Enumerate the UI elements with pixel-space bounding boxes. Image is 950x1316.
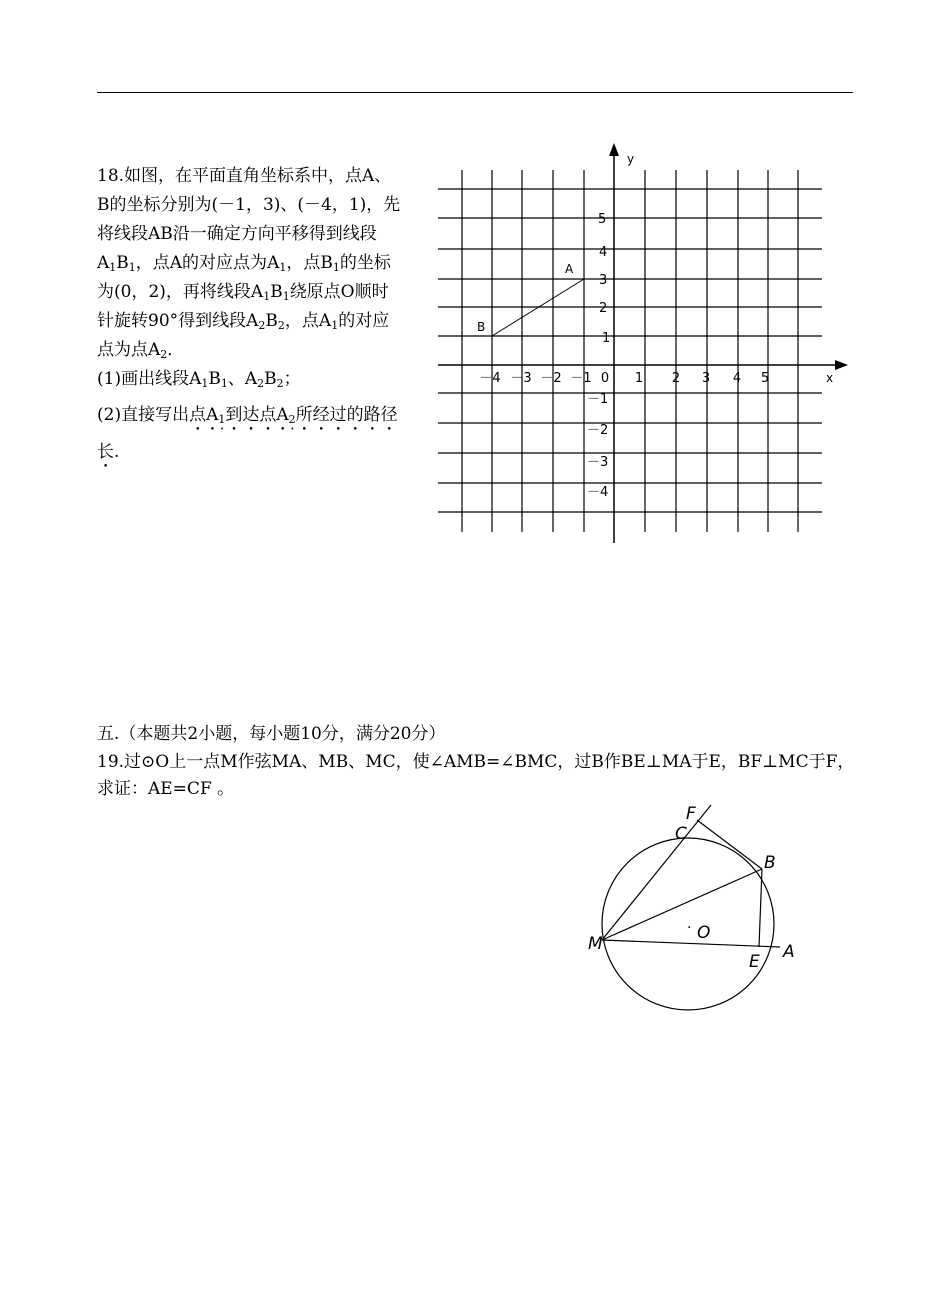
x-tick: 3 <box>701 371 711 386</box>
y-tick: －1 <box>587 392 609 407</box>
question-19: 19.过⊙O上一点M作弦MA、MB、MC，使∠AMB=∠BMC，过B作BE⊥MA于E，BF⊥MC于F，求证：AE=CF 。 <box>97 752 855 799</box>
y-axis-arrow-icon <box>609 143 619 156</box>
coordinate-grid <box>430 140 860 550</box>
circle-figure <box>580 795 810 1020</box>
line-ma <box>602 940 780 947</box>
x-tick: －1 <box>570 371 592 386</box>
x-axis-label: x <box>826 371 834 385</box>
label-c: C <box>675 824 687 844</box>
line-mf <box>602 805 711 940</box>
seg-a1b1: $A_1B_1$ <box>97 253 136 274</box>
q18-part-2: (2)直接写出点$A_1$到达点$A_2$所经过的路径长. <box>97 405 398 462</box>
label-b: B <box>764 853 776 873</box>
x-tick-labels <box>479 371 769 386</box>
q18-statement: 18.如图，在平面直角坐标系中，点A、B的坐标分别为(－1，3)、(－4，1)，先将线段AB沿一确定方向平移得到线段$A_1B_1$，点A的对应点为$A_1$，点$B_1$的坐标为(0，2)，再将线段$A_1B_1$绕原点O顺时针旋转90°得到线段$A_2B_2$，点$A_1$的对应点为点$A_2$． <box>97 166 401 361</box>
label-e: E <box>749 952 760 972</box>
label-m: M <box>588 934 603 954</box>
header-rule <box>97 92 853 93</box>
y-axis-label: y <box>627 152 635 166</box>
question-18 <box>97 162 402 472</box>
label-f: F <box>686 804 696 824</box>
y-tick: 4 <box>599 245 608 260</box>
center-dot: · <box>687 920 692 936</box>
segment-be <box>759 869 762 947</box>
y-tick: 5 <box>598 212 607 227</box>
x-tick: 5 <box>760 371 770 386</box>
section-5-heading: 五.（本题共2小题，每小题10分，满分20分） <box>97 724 446 744</box>
point-a-label: A <box>565 262 574 276</box>
segment-bf <box>697 820 762 869</box>
label-a: A <box>783 942 795 962</box>
y-tick: －2 <box>587 423 609 438</box>
y-tick: 3 <box>599 273 608 288</box>
x-tick: －4 <box>479 371 501 386</box>
y-tick: 2 <box>599 301 608 316</box>
y-tick: －4 <box>587 485 609 500</box>
x-tick: －3 <box>510 371 532 386</box>
y-tick: 1 <box>602 331 611 346</box>
y-tick: －3 <box>587 455 609 470</box>
grid-lines <box>438 170 822 532</box>
chord-mb <box>602 869 762 940</box>
x-tick: －2 <box>540 371 562 386</box>
point-b-label: B <box>477 320 486 334</box>
x-tick: 2 <box>671 371 681 386</box>
x-tick: 0 <box>600 371 610 386</box>
emphasized-phrase: 点$A_1$到达点$A_2$所经过的路径长 <box>97 405 398 462</box>
x-tick: 1 <box>634 371 644 386</box>
label-o: O <box>697 923 711 943</box>
q18-part-1: (1)画出线段$A_1B_1$、$A_2B_2$； <box>97 369 301 390</box>
y-tick-labels <box>587 212 610 500</box>
x-axis-arrow-icon <box>835 360 848 370</box>
x-tick: 4 <box>732 371 742 386</box>
